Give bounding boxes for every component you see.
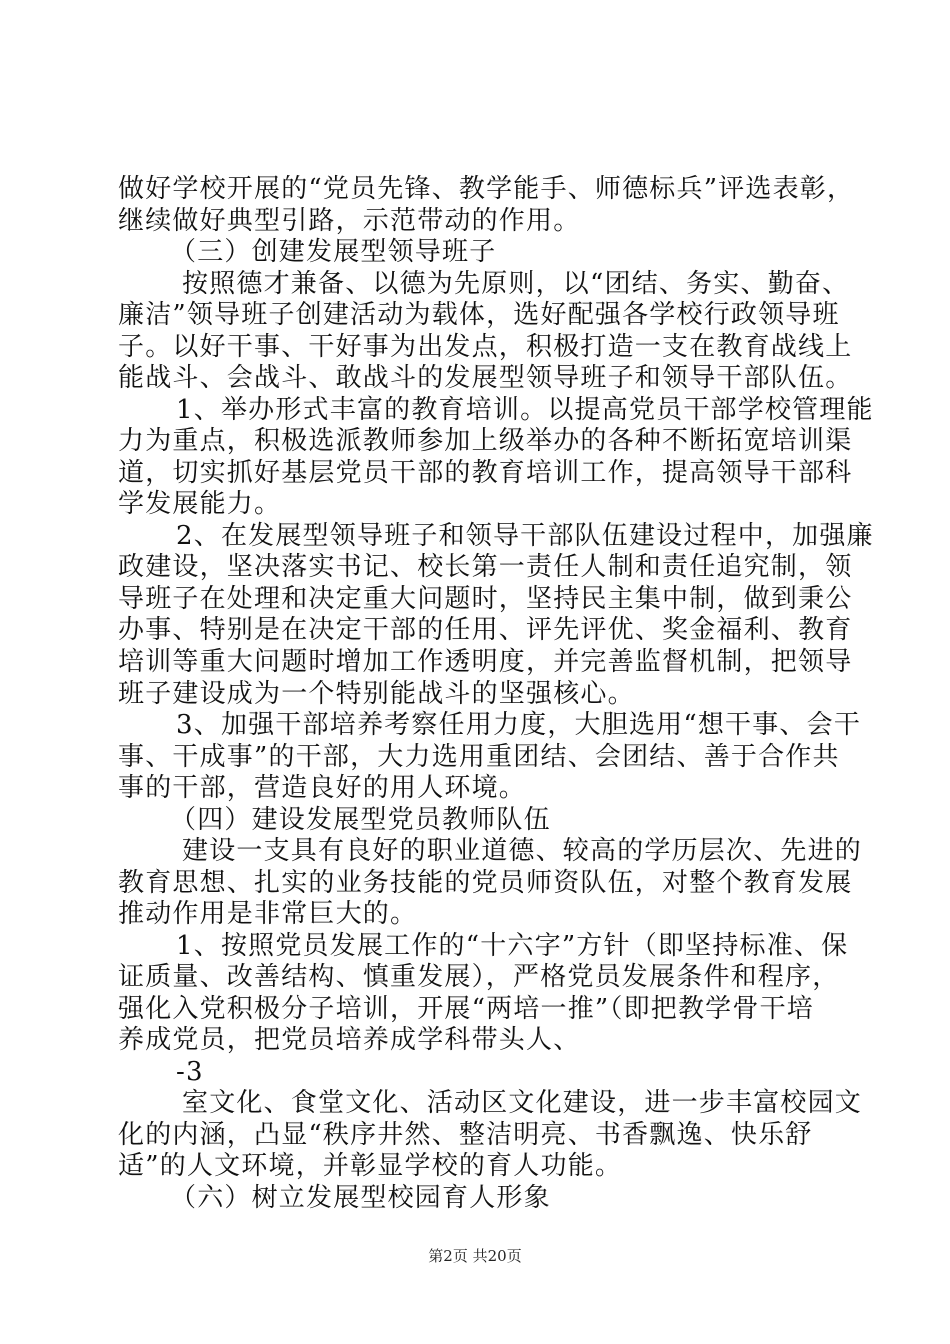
section-heading: （六）树立发展型校园育人形象 <box>170 1183 551 1213</box>
text-line: 室文化、食堂文化、活动区文化建设，进一步丰富校园文 <box>182 1088 863 1118</box>
text-line: 政建设，坚决落实书记、校长第一责任人制和责任追究制，领 <box>118 552 853 582</box>
text-line: 能战斗、会战斗、敢战斗的发展型领导班子和领导干部队伍。 <box>118 363 853 393</box>
text-line: 养成党员，把党员培养成学科带头人、 <box>118 1025 581 1055</box>
text-line: 事的干部，营造良好的用人环境。 <box>118 773 527 803</box>
text-line: 继续做好典型引路，示范带动的作用。 <box>118 206 581 236</box>
page-number-footer: 第2页 共20页 <box>428 1247 522 1265</box>
section-heading: （四）建设发展型党员教师队伍 <box>170 805 551 835</box>
text-line: 力为重点，积极选派教师参加上级举办的各种不断拓宽培训渠 <box>118 426 853 456</box>
text-line: 培训等重大问题时增加工作透明度，并完善监督机制，把领导 <box>118 647 853 677</box>
text-line: 道，切实抓好基层党员干部的教育培训工作，提高领导干部科 <box>118 458 853 488</box>
text-line: 3、加强干部培养考察任用力度，大胆选用“想干事、会干 <box>176 710 862 740</box>
text-line: 办事、特别是在决定干部的任用、评先评优、奖金福利、教育 <box>118 615 853 645</box>
text-line: 1、举办形式丰富的教育培训。以提高党员干部学校管理能 <box>176 395 874 425</box>
text-line: 2、在发展型领导班子和领导干部队伍建设过程中，加强廉 <box>176 521 874 551</box>
text-line: 强化入党积极分子培训，开展“两培一推”（即把教学骨干培 <box>118 994 814 1024</box>
text-line: 班子建设成为一个特别能战斗的坚强核心。 <box>118 679 635 709</box>
text-line: 教育思想、扎实的业务技能的党员师资队伍，对整个教育发展 <box>118 868 853 898</box>
section-heading: （三）创建发展型领导班子 <box>170 237 497 267</box>
text-line: 化的内涵，凸显“秩序井然、整洁明亮、书香飘逸、快乐舒 <box>118 1120 813 1150</box>
text-line: 事、干成事”的干部，大力选用重团结、会团结、善于合作共 <box>118 742 840 772</box>
text-line: 子。以好干事、干好事为出发点，积极打造一支在教育战线上 <box>118 332 853 362</box>
text-line: 适”的人文环境，并彰显学校的育人功能。 <box>118 1151 623 1181</box>
text-line: 廉洁”领导班子创建活动为载体，选好配强各学校行政领导班 <box>118 300 840 330</box>
text-line: 1、按照党员发展工作的“十六字”方针（即坚持标准、保 <box>176 931 849 961</box>
text-line: 学发展能力。 <box>118 489 282 519</box>
text-line: 导班子在处理和决定重大问题时，坚持民主集中制，做到秉公 <box>118 584 853 614</box>
inline-page-marker: -3 <box>176 1057 204 1087</box>
text-line: 按照德才兼备、以德为先原则，以“团结、务实、勤奋、 <box>182 269 850 299</box>
text-line: 推动作用是非常巨大的。 <box>118 899 418 929</box>
text-line: 证质量、改善结构、慎重发展），严格党员发展条件和程序， <box>118 962 840 992</box>
text-line: 建设一支具有良好的职业道德、较高的学历层次、先进的 <box>182 836 863 866</box>
text-line: 做好学校开展的“党员先锋、教学能手、师德标兵”评选表彰， <box>118 174 855 204</box>
